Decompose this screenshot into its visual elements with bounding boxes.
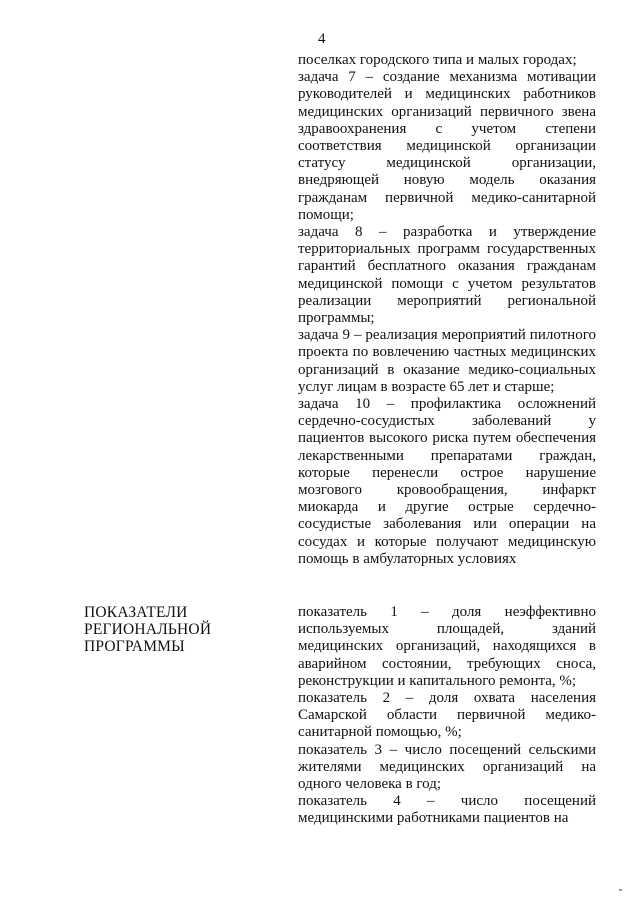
task-9: задача 9 – реализация мероприятий пилотного проекта по вовлечению частных медицинских организаций в оказание медико-социальных услуг лицам в возрасте 65 лет и старше; (298, 327, 596, 395)
task-8: задача 8 – разработка и утверждение территориальных программ государственных гарантий бесплатного оказания гражданам медицинской помощи с учетом результатов реализации мероприятий региональной программы; (298, 224, 596, 327)
indicator-3: показатель 3 – число посещений сельскими жителями медицинских организаций на одного человека в год; (298, 741, 596, 793)
section-label-line: ПРОГРАММЫ (84, 638, 185, 655)
scan-artifact (619, 889, 622, 891)
tasks-continuation (298, 52, 596, 568)
section-label-line: РЕГИОНАЛЬНОЙ (84, 621, 212, 638)
section-label-indicators (84, 604, 234, 655)
page-number: 4 (318, 31, 326, 47)
indicator-2: показатель 2 – доля охвата населения Самарской области первичной медико-санитарной помощью, %; (298, 690, 596, 741)
indicator-1: показатель 1 – доля неэффективно используемых площадей, зданий медицинских организаций, находящихся в аварийном состоянии, требующих сноса, реконструкции и капитального ремонта, %; (298, 604, 596, 689)
task-fragment: поселках городского типа и малых городах; (298, 52, 577, 68)
section-label-line: ПОКАЗАТЕЛИ (84, 604, 188, 621)
indicators-list (298, 604, 596, 828)
task-10: задача 10 – профилактика осложнений сердечно-сосудистых заболеваний у пациентов высокого риска путем обеспечения лекарственными препаратами граждан, которые перенесли острое нарушение мозгового кровообращения, инфаркт миокарда и другие острые сердечно-сосудистые заболевания или операции на сосудах и которые получают медицинскую помощь в амбулаторных условиях (298, 396, 596, 567)
task-7: задача 7 – создание механизма мотивации руководителей и медицинских работников медицинских организаций первичного звена здравоохранения с учетом степени соответствия медицинской организации статусу медицинской организации, внедряющей новую модель оказания гражданам первичной медико-санитарной помощи; (298, 69, 596, 223)
indicator-4: показатель 4 – число посещений медицинскими работниками пациентов на (298, 793, 596, 827)
